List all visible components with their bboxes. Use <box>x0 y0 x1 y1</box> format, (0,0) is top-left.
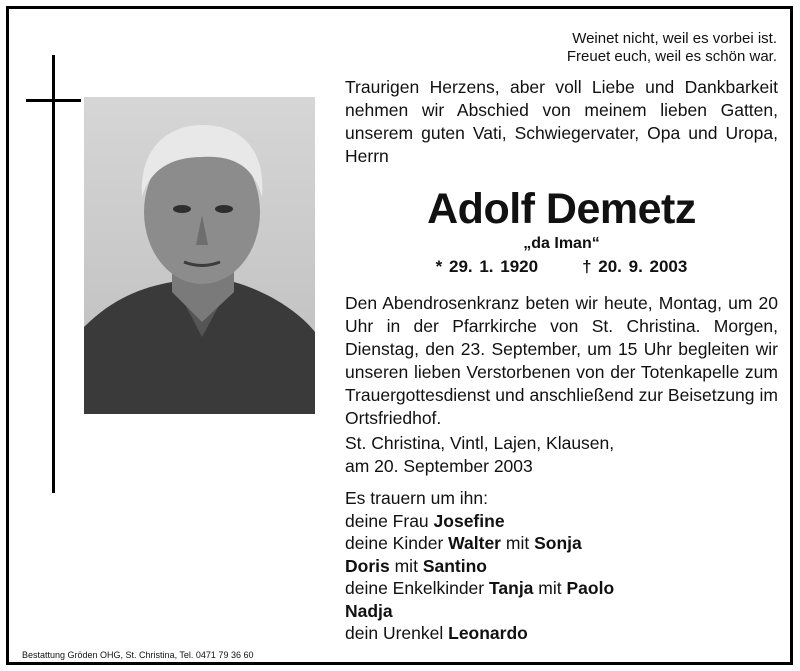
mourner-line <box>345 577 778 600</box>
mourner-name: Paolo <box>566 578 615 598</box>
birth-date: * 29. 1. 1920 <box>435 257 539 276</box>
mourners-list <box>345 487 778 645</box>
cross-icon <box>52 55 55 493</box>
portrait-figure <box>84 97 315 414</box>
mourner-name: Walter <box>448 533 501 553</box>
place-date <box>345 432 778 478</box>
connector-text: mit <box>394 555 418 576</box>
motto-quote <box>567 30 777 66</box>
connector-text: mit <box>538 578 562 598</box>
motto-line: Freuet euch, weil es schön war. <box>566 48 777 65</box>
relation-label: dein Urenkel <box>345 623 444 643</box>
mourner-line <box>345 622 778 645</box>
relation-label: deine Frau <box>345 510 429 531</box>
funeral-home-footer: Bestattung Gröden OHG, St. Christina, Tel. 0471 79 36 60 <box>22 650 254 660</box>
motto-line: Weinet nicht, weil es vorbei ist. <box>572 30 777 47</box>
relation-label: deine Kinder <box>345 533 444 553</box>
death-date: † 20. 9. 2003 <box>582 257 688 276</box>
mourner-line <box>345 600 778 623</box>
mourners-heading: Es trauern um ihn: <box>345 488 488 508</box>
intro-text: Traurigen Herzens, aber voll Liebe und Dankbarkeit nehmen wir Abschied von meinem lieben Gatten, unserem guten Vati, Schwiegervater, Opa und Uropa, Herrn <box>345 77 778 166</box>
mourner-name: Santino <box>422 555 487 576</box>
date-line: am 20. September 2003 <box>345 456 533 476</box>
deceased-name: Adolf Demetz <box>427 185 696 233</box>
mourner-name: Nadja <box>345 600 393 621</box>
cross-icon-bar <box>26 99 81 102</box>
mourner-name: Sonja <box>534 533 582 553</box>
portrait-photo <box>84 97 315 414</box>
connector-text: mit <box>505 533 530 553</box>
place-line: St. Christina, Vintl, Lajen, Klausen, <box>345 433 615 453</box>
mourner-name: Doris <box>345 555 390 576</box>
mourner-name: Tanja <box>489 578 534 598</box>
service-text: Den Abendrosenkranz beten wir heute, Montag, um 20 Uhr in der Pfarrkirche von St. Christina. Morgen, Dienstag, den 23. September, um 15 Uhr begleiten wir unseren lieben Verstorbenen von der Totenkapelle zum Trauergottesdienst und anschließend zur Beisetzung im Ortsfriedhof. <box>345 293 778 428</box>
relation-label: deine Enkelkinder <box>345 578 485 598</box>
mourner-line <box>345 510 778 533</box>
mourner-line <box>345 532 778 555</box>
mourner-name: Leonardo <box>448 623 528 643</box>
mourner-line <box>345 555 778 578</box>
life-dates <box>345 257 778 277</box>
mourner-name: Josefine <box>433 510 505 531</box>
deceased-nickname: „da Iman“ <box>523 235 600 252</box>
